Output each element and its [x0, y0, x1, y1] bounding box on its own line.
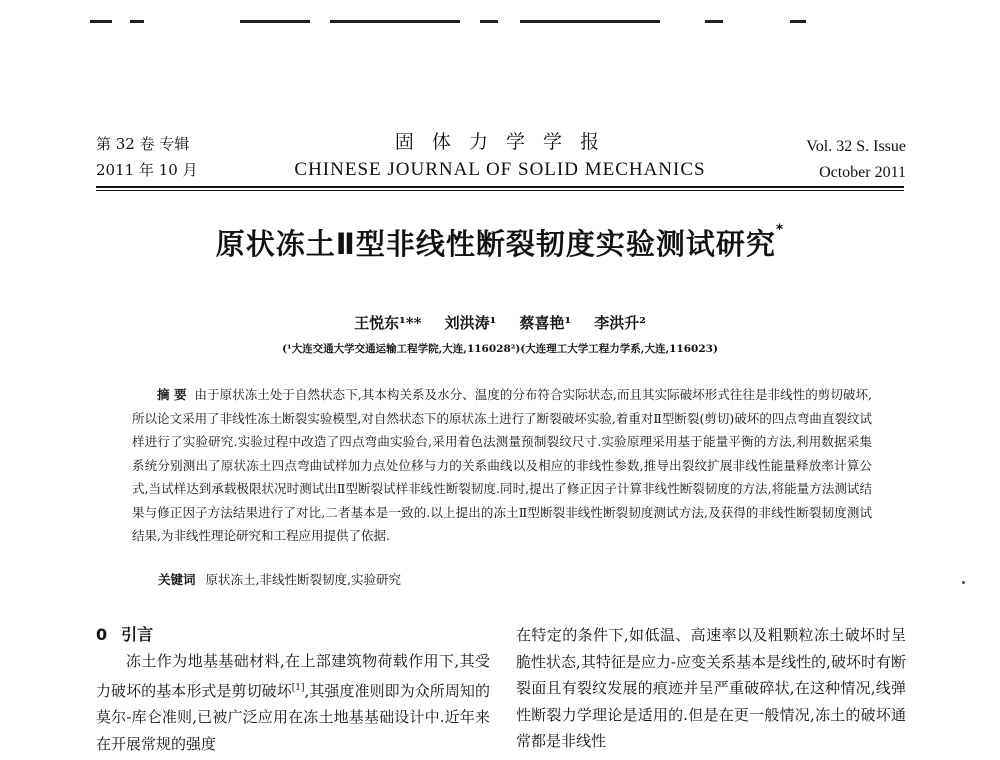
header-rule-thick [96, 186, 904, 188]
keywords [158, 570, 401, 588]
citation-ref: [1] [291, 682, 305, 693]
journal-issue-cn [96, 131, 198, 183]
section-title: 引言 [121, 625, 154, 644]
title-footnote-mark: * [775, 222, 785, 238]
paper-authors: 王悦东¹** 刘洪涛¹ 蔡喜艳¹ 李洪升² [354, 314, 646, 332]
scan-speck [962, 581, 965, 584]
paper-title-text: 原状冻土Ⅱ型非线性断裂韧度实验测试研究 [215, 227, 776, 261]
header-rule-thin [96, 190, 904, 191]
journal-issue-en [806, 134, 906, 186]
keywords-label: 关键词 [158, 572, 196, 587]
keywords-text: 原状冻土,非线性断裂韧度,实验研究 [205, 572, 401, 587]
abstract-text: 由于原状冻土处于自然状态下,其本构关系及水分、温度的分布符合实际状态,而且其实际破坏形式往往是非线性的剪切破坏,所以论文采用了非线性冻土断裂实验模型,对自然状态下的原状冻土进行了断裂破坏实验,着重对Ⅱ型断裂(剪切)破坏的四点弯曲直裂纹试样进行了实验研究.实验过程中改造了四点弯曲实验台,采用着色法测量预制裂纹尺寸.实验原理采用基于能量平衡的方法,利用数据采集系统分别测出了原状冻土四点弯曲试样加力点处位移与力的关系曲线以及相应的非线性参数,推导出裂纹扩展非线性能量释放率计算公式,当试样达到承载极限状况时测试出Ⅱ型断裂试样非线性断裂韧度.同时,提出了修正因子计算非线性断裂韧度的方法,将能量方法测试结果与修正因子方法结果进行了对比,二者基本是一致的.以上提出的冻土Ⅱ型断裂非线性断裂韧度测试方法,及获得的非线性断裂韧度测试结果,为非线性理论研究和工程应用提供了依据. [132, 387, 872, 543]
section-heading [96, 622, 153, 645]
journal-name [270, 128, 730, 184]
date-cn: 2011 年 10 月 [96, 161, 198, 179]
abstract [132, 383, 872, 548]
journal-name-cn: 固 体 力 学 学 报 [394, 131, 606, 153]
body-left-text-2: ,其强度准则即为众所周知的莫尔-库仑准则,已被广泛应用在冻土地基基础设计中.近年来在开展常规的强度 [96, 681, 490, 753]
journal-name-en: CHINESE JOURNAL OF SOLID MECHANICS [294, 159, 706, 180]
volume-cn: 第 32 卷 专辑 [96, 135, 190, 153]
body-left-column [96, 648, 490, 757]
top-scan-rule [90, 20, 810, 24]
paper-affiliation: (¹大连交通大学交通运输工程学院,大连,116028²)(大连理工大学工程力学系,大连,116023) [282, 343, 718, 355]
volume-en: Vol. 32 S. Issue [806, 138, 906, 155]
section-number: 0 [96, 625, 108, 644]
paper-title [0, 222, 1000, 263]
abstract-label: 摘 要 [157, 387, 187, 402]
date-en: October 2011 [819, 164, 906, 181]
body-left-text-1: 冻土作为地基基础材料,在上部建筑物荷载作用下,其受力破坏的基本形式是剪切破坏 [96, 652, 490, 700]
body-right-column: 在特定的条件下,如低温、高速率以及粗颗粒冻土破坏时呈脆性状态,其特征是应力-应变关系基本是线性的,破坏时有断裂面且有裂纹发展的痕迹并呈严重破碎状,在这种情况,线弹性断裂力学理论是适用的.但是在更一般情况,冻土的破坏通常都是非线性 [516, 626, 906, 750]
